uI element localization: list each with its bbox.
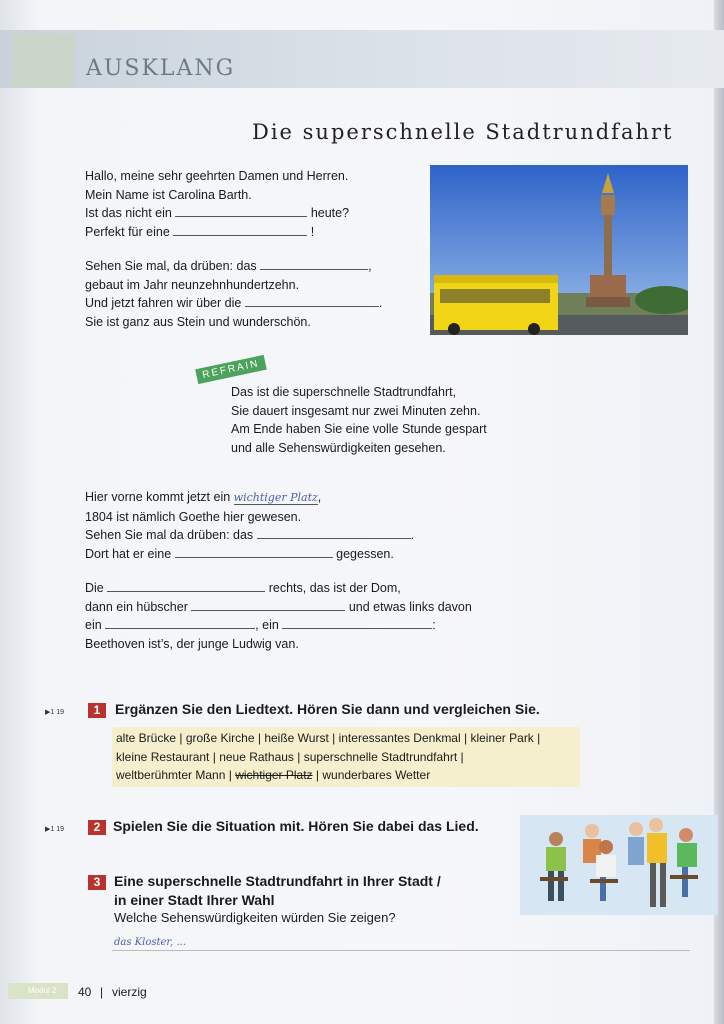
header-tab <box>12 34 74 88</box>
section-title: AUSKLANG <box>86 56 236 81</box>
task-number-2: 2 <box>88 820 106 835</box>
handwritten-answer: wichtiger Platz <box>233 491 318 504</box>
word-box: alte Brücke | große Kirche | heiße Wurst | interessantes Denkmal | kleiner Park | kleine Restaurant | neue Rathaus | superschnelle Stadtrundfahrt | weltberühmter Mann | wichtiger Platz | wunderbares Wetter <box>112 727 580 787</box>
blank-field[interactable] <box>257 526 411 539</box>
lyric-line: Das ist die superschnelle Stadtrundfahrt, <box>231 385 457 399</box>
illustration-tour-group <box>520 815 718 915</box>
blank-field[interactable] <box>282 616 432 629</box>
lyric-line: Und jetzt fahren wir über die . <box>85 296 383 311</box>
example-answer: das Kloster, ... <box>114 937 187 948</box>
word-option: alte Brücke <box>116 731 177 745</box>
lyric-line: Sie dauert insgesamt nur zwei Minuten zehn. <box>231 403 481 418</box>
lyric-line: 1804 ist nämlich Goethe hier gewesen. <box>85 509 302 524</box>
lyric-line: Sehen Sie mal, da drüben: das , <box>85 259 372 273</box>
lyric-line: Die rechts, das ist der Dom, <box>85 581 401 595</box>
word-option: große Kirche <box>185 731 255 745</box>
verse-1 <box>85 167 349 241</box>
page-number-word: vierzig <box>112 985 147 999</box>
task-1-instruction: Ergänzen Sie den Liedtext. Hören Sie dann und vergleichen Sie. <box>115 701 540 717</box>
word-option: heiße Wurst <box>264 731 329 745</box>
blank-field[interactable] <box>105 616 255 629</box>
refrain <box>231 383 487 457</box>
lyric-line: und alle Sehenswürdigkeiten gesehen. <box>231 440 446 455</box>
photo-victory-column-bus <box>430 165 688 335</box>
blank-field[interactable] <box>191 598 345 611</box>
verse-2 <box>85 257 382 331</box>
lyric-line: Hallo, meine sehr geehrten Damen und Herren. <box>85 169 349 183</box>
song-title: Die superschnelle Stadtrundfahrt <box>252 120 674 144</box>
task-3-question: Welche Sehenswürdigkeiten würden Sie zeigen? <box>114 910 396 925</box>
lyric-line: Beethoven ist’s, der junge Ludwig van. <box>85 636 299 651</box>
blank-field[interactable] <box>175 204 307 217</box>
module-tab: Modul 2 <box>8 983 68 999</box>
lyric-line: Sie ist ganz aus Stein und wunderschön. <box>85 314 311 329</box>
page-separator: | <box>100 985 104 999</box>
word-option: neue Rathaus <box>219 749 294 764</box>
answer-line[interactable] <box>112 950 690 951</box>
lyric-line: Am Ende haben Sie eine volle Stunde gespart <box>231 422 487 437</box>
task-2-instruction: Spielen Sie die Situation mit. Hören Sie dabei das Lied. <box>113 818 479 834</box>
lyric-line: gebaut im Jahr neunzehnhundertzehn. <box>85 277 300 292</box>
word-option: kleiner Park <box>470 731 534 745</box>
lyric-line: dann ein hübscher und etwas links davon <box>85 599 472 614</box>
blank-field[interactable] <box>173 223 307 236</box>
blank-field[interactable] <box>260 257 368 270</box>
verse-4 <box>85 579 472 653</box>
page-number: 40 <box>78 985 92 999</box>
word-option: weltberühmter Mann <box>116 768 226 782</box>
blank-field[interactable] <box>107 579 265 592</box>
blank-field[interactable] <box>245 294 379 307</box>
lyric-line: ein , ein : <box>85 618 436 633</box>
task-3-instruction: Eine superschnelle Stadtrundfahrt in Ihrer Stadt / in einer Stadt Ihrer Wahl <box>114 873 441 908</box>
audio-track-2[interactable]: ▶1 19 <box>45 826 65 833</box>
word-option: wunderbares Wetter <box>322 768 431 782</box>
word-option-used: wichtiger Platz <box>235 768 313 782</box>
photo-illustration <box>430 165 688 335</box>
word-option: superschnelle Stadtrundfahrt <box>303 749 458 764</box>
people-illustration <box>520 815 718 915</box>
verse-3 <box>85 488 414 563</box>
lyric-line: Ist das nicht ein heute? <box>85 206 350 221</box>
lyric-line: Mein Name ist Carolina Barth. <box>85 187 252 202</box>
refrain-tag: REFRAIN <box>195 355 266 384</box>
lyric-line: Sehen Sie mal da drüben: das . <box>85 528 415 543</box>
word-option: interessantes Denkmal <box>338 731 461 745</box>
lyric-line: Hier vorne kommt jetzt ein wichtiger Platz, <box>85 490 322 504</box>
audio-track-1[interactable]: ▶1 19 <box>45 709 65 716</box>
blank-field[interactable] <box>175 545 333 558</box>
task-number-1: 1 <box>88 703 106 718</box>
task-number-3: 3 <box>88 875 106 890</box>
lyric-line: Dort hat er eine gegessen. <box>85 546 394 561</box>
word-option: kleine Restaurant <box>116 749 210 764</box>
lyric-line: Perfekt für eine ! <box>85 224 315 239</box>
